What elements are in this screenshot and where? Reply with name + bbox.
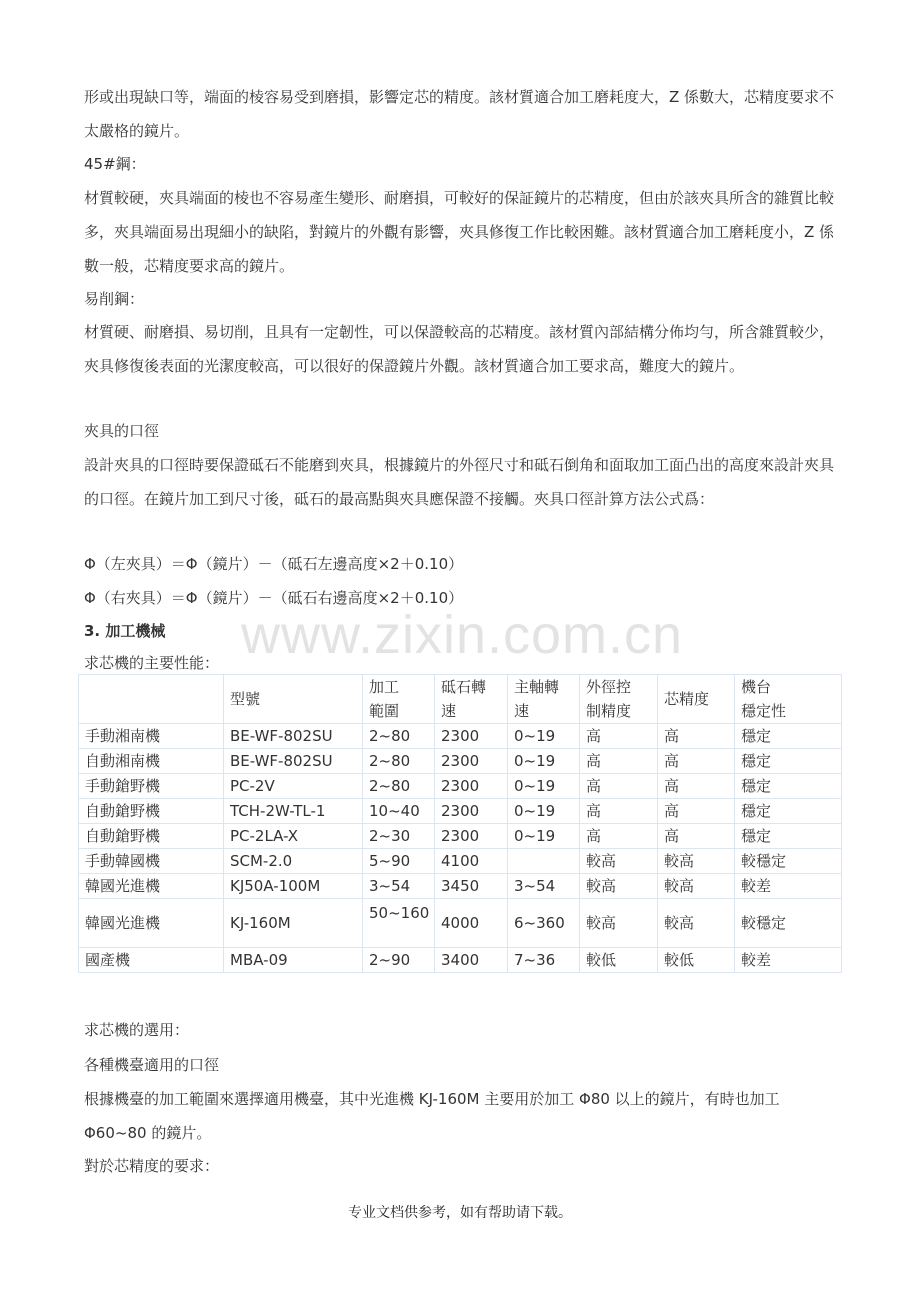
table-cell: 0~19 xyxy=(508,774,580,799)
table-cell: 較低 xyxy=(580,948,658,973)
table-cell: 手動韓國機 xyxy=(79,849,224,874)
heading-free-cutting-steel: 易削鋼： xyxy=(84,290,145,308)
formula-left-fixture: Φ（左夾具）＝Φ（鏡片）－（砥石左邊高度×2＋0.10） xyxy=(84,555,464,573)
paragraph-machine-selection: 求芯機的選用： xyxy=(84,1021,190,1039)
table-cell: BE-WF-802SU xyxy=(224,724,363,749)
paragraph-bore-per-machine: 各種機臺適用的口徑 xyxy=(84,1056,220,1074)
paragraph-free-cutting-steel: 材質硬、耐磨損、易切削，且具有一定韌性，可以保證較高的芯精度。該材質內部結構分佈均勻，所含雜質較少，夾具修復後表面的光潔度較高，可以很好的保證鏡片外觀。該材質適合加工要求高，難度大的鏡片。 xyxy=(84,323,835,375)
table-cell: KJ-160M xyxy=(224,899,363,948)
paragraph-main-performance: 求芯機的主要性能： xyxy=(84,654,220,672)
table-cell: 高 xyxy=(658,749,735,774)
table-cell: 高 xyxy=(658,799,735,824)
table-cell: 0~19 xyxy=(508,749,580,774)
table-cell: 10~40 xyxy=(363,799,435,824)
table-row xyxy=(79,874,842,899)
table-cell: 50~160 xyxy=(363,899,435,948)
table-cell: KJ50A-100M xyxy=(224,874,363,899)
table-cell: 韓國光進機 xyxy=(79,874,224,899)
table-cell: 較高 xyxy=(658,899,735,948)
table-row xyxy=(79,749,842,774)
table-row xyxy=(79,824,842,849)
table-cell: 3~54 xyxy=(508,874,580,899)
table-cell: 3400 xyxy=(435,948,508,973)
table-cell: 2300 xyxy=(435,824,508,849)
table-cell: 2~90 xyxy=(363,948,435,973)
table-cell: 高 xyxy=(658,774,735,799)
table-cell: 4100 xyxy=(435,849,508,874)
table-cell: 0~19 xyxy=(508,799,580,824)
table-cell: 較穩定 xyxy=(735,849,842,874)
table-header-cell xyxy=(79,675,224,724)
paragraph-machine-range: 根據機臺的加工範圍來選擇適用機臺，其中光進機 KJ-160M 主要用於加工 Φ80 以上的鏡片，有時也加工 Φ60~80 的鏡片。 xyxy=(84,1090,780,1142)
table-cell: 較高 xyxy=(580,849,658,874)
paragraph-material-1: 形或出現缺口等，端面的棱容易受到磨損，影響定芯的精度。該材質適合加工磨耗度大，Z 係數大，芯精度要求不太嚴格的鏡片。 xyxy=(84,88,835,140)
table-row xyxy=(79,774,842,799)
table-header-cell: 加工 範圍 xyxy=(363,675,435,724)
table-cell: 穩定 xyxy=(735,774,842,799)
table-cell: 較差 xyxy=(735,948,842,973)
formula-right-fixture: Φ（右夾具）＝Φ（鏡片）－（砥石右邊高度×2＋0.10） xyxy=(84,589,464,607)
table-cell: 高 xyxy=(658,824,735,849)
table-cell: 2~80 xyxy=(363,724,435,749)
table-cell: 3450 xyxy=(435,874,508,899)
table-cell: 5~90 xyxy=(363,849,435,874)
table-header-row xyxy=(79,675,842,724)
table-cell: 2300 xyxy=(435,774,508,799)
table-cell: 穩定 xyxy=(735,724,842,749)
heading-45-steel: 45#鋼： xyxy=(84,155,146,173)
table-cell: 手動鎗野機 xyxy=(79,774,224,799)
table-row xyxy=(79,849,842,874)
table-cell: 2~80 xyxy=(363,774,435,799)
table-cell: 0~19 xyxy=(508,724,580,749)
table-header-cell: 芯精度 xyxy=(658,675,735,724)
table-cell: 2300 xyxy=(435,749,508,774)
table-header-cell: 外徑控 制精度 xyxy=(580,675,658,724)
paragraph-45-steel: 材質較硬，夾具端面的棱也不容易產生變形、耐磨損，可較好的保証鏡片的芯精度，但由於該夾具所含的雜質比較多，夾具端面易出現細小的缺陷，對鏡片的外觀有影響，夾具修復工作比較困難。該材質適合加工磨耗度小，Z 係數一般，芯精度要求高的鏡片。 xyxy=(84,189,835,275)
table-header-cell: 砥石轉 速 xyxy=(435,675,508,724)
table-cell: 0~19 xyxy=(508,824,580,849)
table-cell: 韓國光進機 xyxy=(79,899,224,948)
table-cell: 較高 xyxy=(580,874,658,899)
table-cell: 高 xyxy=(580,824,658,849)
table-cell: 2~30 xyxy=(363,824,435,849)
table-cell: 自動鎗野機 xyxy=(79,799,224,824)
table-cell: MBA-09 xyxy=(224,948,363,973)
table-header-cell: 主軸轉 速 xyxy=(508,675,580,724)
table-row xyxy=(79,948,842,973)
table-cell: 4000 xyxy=(435,899,508,948)
heading-fixture-bore: 夾具的口徑 xyxy=(84,422,160,440)
table-row xyxy=(79,799,842,824)
table-cell: 穩定 xyxy=(735,799,842,824)
machine-spec-table xyxy=(78,674,842,973)
table-cell: 自動鎗野機 xyxy=(79,824,224,849)
table-header-cell: 機台 穩定性 xyxy=(735,675,842,724)
table-cell: PC-2V xyxy=(224,774,363,799)
table-cell: 2300 xyxy=(435,724,508,749)
footer-note: 专业文档供参考，如有帮助请下载。 xyxy=(348,1205,572,1221)
table-cell: 高 xyxy=(580,774,658,799)
table-header-cell: 型號 xyxy=(224,675,363,724)
table-cell: 較高 xyxy=(580,899,658,948)
table-cell: TCH-2W-TL-1 xyxy=(224,799,363,824)
table-cell: 較差 xyxy=(735,874,842,899)
table-cell xyxy=(508,849,580,874)
table-cell: 自動湘南機 xyxy=(79,749,224,774)
table-cell: 穩定 xyxy=(735,824,842,849)
table-cell: 較高 xyxy=(658,874,735,899)
table-cell: SCM-2.0 xyxy=(224,849,363,874)
table-cell: 高 xyxy=(580,724,658,749)
table-cell: 3~54 xyxy=(363,874,435,899)
table-cell: 2~80 xyxy=(363,749,435,774)
heading-machines: 3. 加工機械 xyxy=(84,622,166,640)
table-cell: 6~360 xyxy=(508,899,580,948)
watermark: www.zixin.com.cn xyxy=(240,605,684,665)
table-cell: 高 xyxy=(658,724,735,749)
table-cell: 較低 xyxy=(658,948,735,973)
paragraph-centering-requirement: 對於芯精度的要求： xyxy=(84,1157,220,1175)
table-cell: 7~36 xyxy=(508,948,580,973)
paragraph-fixture-bore: 設計夾具的口徑時要保證砥石不能磨到夾具，根據鏡片的外徑尺寸和砥石倒角和面取加工面凸出的高度來設計夾具的口徑。在鏡片加工到尺寸後，砥石的最高點與夾具應保證不接觸。夾具口徑計算方法公式爲： xyxy=(84,456,835,508)
table-cell: 高 xyxy=(580,749,658,774)
table-row xyxy=(79,724,842,749)
table-cell: 手動湘南機 xyxy=(79,724,224,749)
table-cell: 穩定 xyxy=(735,749,842,774)
table-cell: 較高 xyxy=(658,849,735,874)
table-cell: 較穩定 xyxy=(735,899,842,948)
table-row xyxy=(79,899,842,948)
table-cell: 國產機 xyxy=(79,948,224,973)
table-cell: PC-2LA-X xyxy=(224,824,363,849)
table-cell: 2300 xyxy=(435,799,508,824)
table-cell: 高 xyxy=(580,799,658,824)
table-cell: BE-WF-802SU xyxy=(224,749,363,774)
